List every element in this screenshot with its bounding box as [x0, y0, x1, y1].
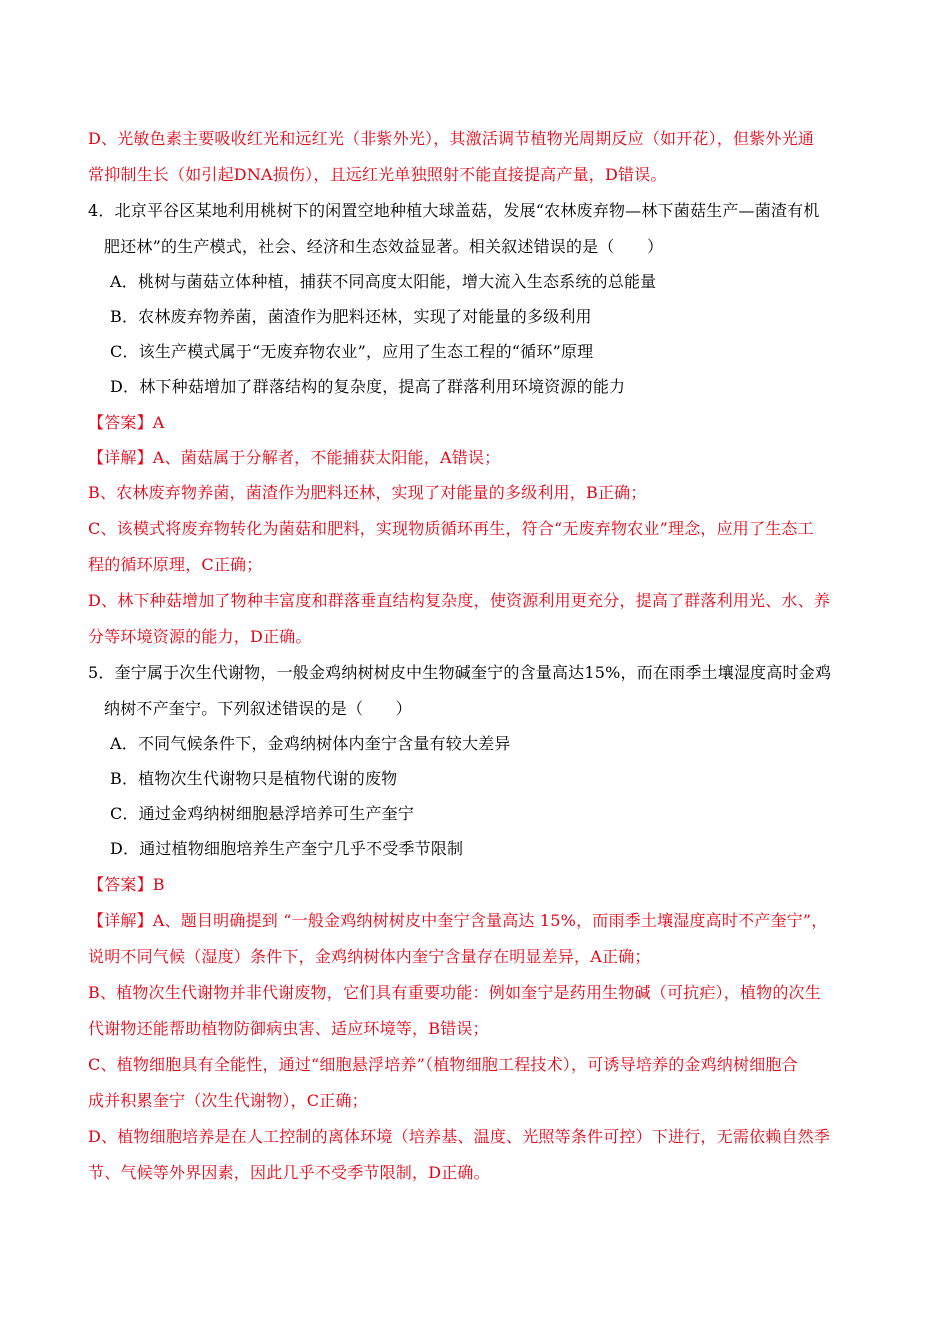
q5-explanation-b-line2: 代谢物还能帮助植物防御病虫害、适应环境等，B错误；	[88, 1019, 489, 1038]
q4-explanation-a: 【详解】A、菌菇属于分解者，不能捕获太阳能，A错误；	[88, 448, 501, 467]
q5-stem-line2: 纳树不产奎宁。下列叙述错误的是（ ）	[104, 699, 412, 718]
q5-explanation-d-line1: D、植物细胞培养是在人工控制的离体环境（培养基、温度、光照等条件可控）下进行，无需依赖自然季	[88, 1127, 831, 1146]
prev-explanation-d-line2: 常抑制生长（如引起DNA损伤），且远红光单独照射不能直接提高产量，D错误。	[88, 165, 667, 184]
q5-option-c: C．通过金鸡纳树细胞悬浮培养可生产奎宁	[110, 804, 415, 823]
q4-stem-line1: 4．北京平谷区某地利用桃树下的闲置空地种植大球盖菇，发展“农林废弃物—林下菌菇生产—菌渣有机	[88, 201, 820, 220]
q5-answer: 【答案】B	[88, 875, 165, 894]
q4-explanation-b: B、农林废弃物养菌，菌渣作为肥料还林，实现了对能量的多级利用，B正确；	[88, 483, 647, 502]
q5-explanation-a-line1: 【详解】A、题目明确提到 “一般金鸡纳树树皮中奎宁含量高达 15%，而雨季土壤湿度高时不产奎宁”，	[88, 911, 828, 930]
q4-option-a: A．桃树与菌菇立体种植，捕获不同高度太阳能，增大流入生态系统的总能量	[110, 272, 657, 291]
q5-explanation-a-line2: 说明不同气候（湿度）条件下，金鸡纳树体内奎宁含量存在明显差异，A正确；	[88, 947, 651, 966]
q4-stem-line2: 肥还林”的生产模式，社会、经济和生态效益显著。相关叙述错误的是（ ）	[104, 237, 664, 256]
q4-explanation-c-line2: 程的循环原理，C正确；	[88, 555, 263, 574]
q5-explanation-c-line2: 成并积累奎宁（次生代谢物），C正确；	[88, 1091, 368, 1110]
q4-option-c: C．该生产模式属于“无废弃物农业”，应用了生态工程的“循环”原理	[110, 342, 594, 361]
q4-option-d: D．林下种菇增加了群落结构的复杂度，提高了群落利用环境资源的能力	[110, 377, 626, 396]
q5-option-d: D．通过植物细胞培养生产奎宁几乎不受季节限制	[110, 839, 464, 858]
q4-explanation-d-line1: D、林下种菇增加了物种丰富度和群落垂直结构复杂度，使资源利用更充分，提高了群落利用光、水、养	[88, 591, 831, 610]
q4-option-b: B．农林废弃物养菌，菌渣作为肥料还林，实现了对能量的多级利用	[110, 307, 592, 326]
q5-explanation-d-line2: 节、气候等外界因素，因此几乎不受季节限制，D正确。	[88, 1163, 490, 1182]
q4-answer: 【答案】A	[88, 413, 165, 432]
q5-stem-line1: 5．奎宁属于次生代谢物，一般金鸡纳树树皮中生物碱奎宁的含量高达15%，而在雨季土壤湿度高时金鸡	[88, 663, 832, 682]
q5-explanation-b-line1: B、植物次生代谢物并非代谢废物，它们具有重要功能：例如奎宁是药用生物碱（可抗疟），植物的次生	[88, 983, 821, 1002]
q4-explanation-d-line2: 分等环境资源的能力，D正确。	[88, 627, 312, 646]
q5-option-a: A．不同气候条件下，金鸡纳树体内奎宁含量有较大差异	[110, 734, 511, 753]
q5-option-b: B．植物次生代谢物只是植物代谢的废物	[110, 769, 398, 788]
prev-explanation-d-line1: D、光敏色素主要吸收红光和远红光（非紫外光），其激活调节植物光周期反应（如开花），但紫外光通	[88, 129, 815, 148]
q5-explanation-c-line1: C、植物细胞具有全能性，通过“细胞悬浮培养”（植物细胞工程技术），可诱导培养的金鸡纳树细胞合	[88, 1055, 798, 1074]
q4-explanation-c-line1: C、该模式将废弃物转化为菌菇和肥料，实现物质循环再生，符合“无废弃物农业”理念，应用了生态工	[88, 519, 814, 538]
